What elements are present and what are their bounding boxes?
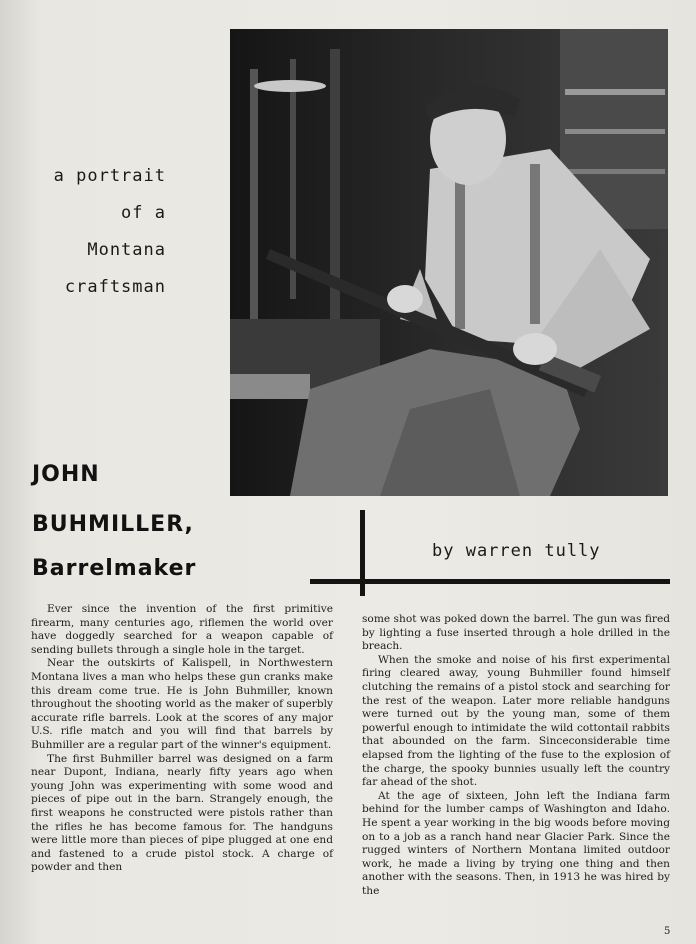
page-number: 5 bbox=[664, 926, 671, 937]
paragraph: The first Buhmiller barrel was designed on a farm near Dupont, Indiana, nearly fifty years ago when young John was experimenting with some wood and pieces of pipe out in the barn. Strangely enough, the first weapons he constructed were pistols rather than the rifles he has become famous for. The handguns were little more than pieces of pipe plugged at one end and fastened to a crude pistol stock. A charge of powder and then bbox=[31, 752, 333, 874]
paragraph: When the smoke and noise of his first experimental firing cleared away, young Buhmiller found himself clutching the remains of a pistol stock and searching for the rest of the weapon. Later more reliable handguns were turned out by the young man, some of them powerful enough to intimidate the wild cottontail rabbits that abounded on the farm. Sinceconsiderable time elapsed from the lighting of the fuse to the explosion of the charge, the spooky bunnies usually left the country far ahead of the shot. bbox=[362, 653, 670, 789]
title-line-2: BUHMILLER, bbox=[32, 512, 194, 537]
photo-illustration bbox=[230, 29, 668, 496]
byline: by warren tully bbox=[432, 541, 601, 561]
title-line-1: JOHN bbox=[32, 462, 100, 487]
paragraph: Ever since the invention of the first primitive firearm, many centuries ago, riflemen the world over have doggedly searched for a weapon capable of sending bullets through a single hole in the target. bbox=[31, 603, 333, 656]
body-column-right bbox=[362, 613, 670, 898]
paragraph: some shot was poked down the barrel. The gun was fired by lighting a fuse inserted through a hole drilled in the breach. bbox=[362, 613, 670, 653]
paragraph: At the age of sixteen, John left the Indiana farm behind for the lumber camps of Washington and Idaho. He spent a year working in the big woods before moving on to a job as a ranch hand near Glacier Park. Since the rugged winters of Northern Montana limited outdoor work, he made a living by trying one thing and then another with the seasons. Then, in 1913 he was hired by the bbox=[362, 789, 670, 897]
horizontal-rule bbox=[310, 579, 670, 584]
kicker-line: of a bbox=[121, 203, 166, 223]
kicker-text bbox=[54, 158, 166, 306]
kicker-line: a portrait bbox=[53, 166, 166, 186]
title-line-3: Barrelmaker bbox=[32, 556, 197, 581]
kicker-line: craftsman bbox=[64, 277, 166, 297]
paragraph: Near the outskirts of Kalispell, in Northwestern Montana lives a man who helps these gun cranks make this dream come true. He is John Buhmiller, known throughout the shooting world as the maker of superbly accurate rifle barrels. Look at the scores of any major U.S. rifle match and you will find that barrels by Buhmiller are a regular part of the winner's equipment. bbox=[31, 657, 333, 751]
portrait-photo bbox=[230, 29, 668, 496]
body-column-left bbox=[31, 603, 333, 875]
kicker-line: Montana bbox=[87, 240, 166, 260]
